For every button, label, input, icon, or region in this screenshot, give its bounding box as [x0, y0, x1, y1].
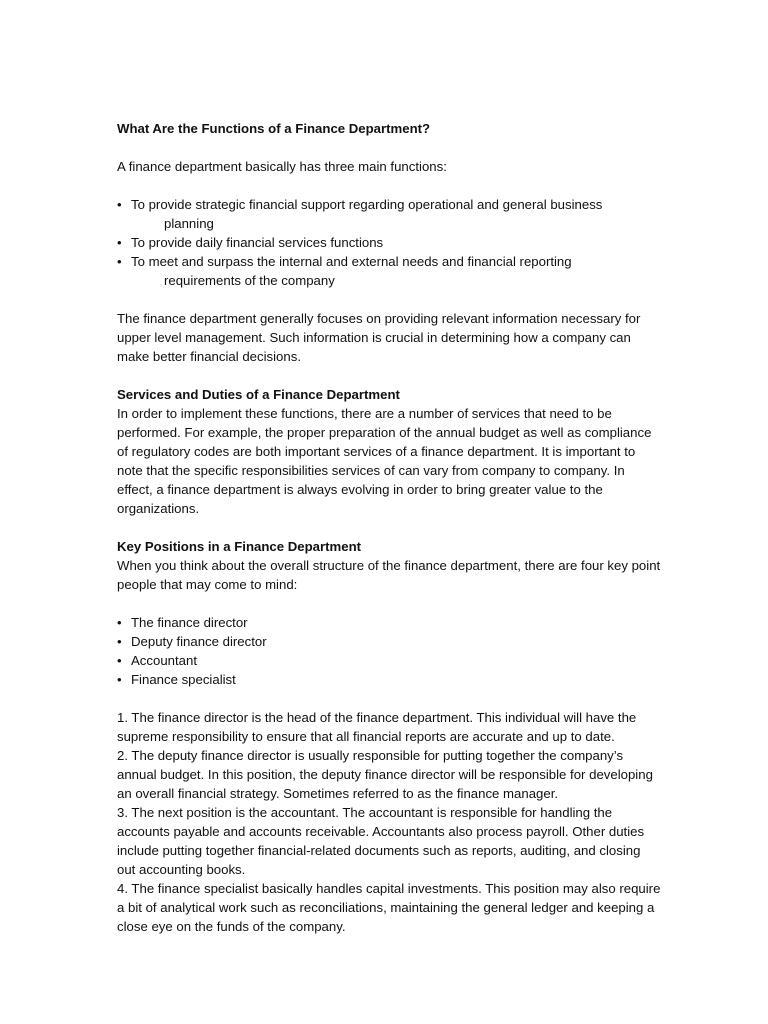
bullet-icon: •	[117, 615, 122, 630]
list-item-text: Deputy finance director	[131, 634, 267, 649]
numbered-paragraph-1: 1. The finance director is the head of the finance department. This individual will have the supreme responsibility to ensure that all financial reports are accurate and up to date.	[117, 710, 637, 744]
bullet-icon: •	[117, 197, 122, 212]
functions-paragraph: The finance department generally focuses on providing relevant information necessary for upper level management. Such information is crucial in determining how a company can make better financial decisions.	[117, 311, 641, 364]
list-item	[117, 233, 662, 252]
list-item	[117, 195, 662, 233]
heading-functions: What Are the Functions of a Finance Department?	[117, 121, 431, 136]
bullet-icon: •	[117, 634, 122, 649]
list-item-text-cont: requirements of the company	[164, 273, 335, 288]
list-item-text: Finance specialist	[131, 672, 236, 687]
bullet-icon: •	[117, 672, 122, 687]
list-item	[117, 670, 662, 689]
services-paragraph: In order to implement these functions, there are a number of services that need to be performed. For example, the proper preparation of the annual budget as well as compliance of regulatory codes are both important services of a finance department. It is important to note that the specific responsibilities services of can vary from company to company. In effect, a finance department is always evolving in order to bring greater value to the organizations.	[117, 406, 652, 516]
positions-intro: When you think about the overall structure of the finance department, there are four key point people that may come to mind:	[117, 558, 661, 592]
list-item	[117, 613, 662, 632]
list-item-text: To meet and surpass the internal and external needs and financial reporting	[131, 254, 572, 269]
numbered-paragraph-2: 2. The deputy finance director is usually responsible for putting together the company’s annual budget. In this position, the deputy finance director will be responsible for developing an overall financial strategy. Sometimes referred to as the finance manager.	[117, 748, 653, 801]
positions-list	[117, 613, 662, 689]
list-item-text: Accountant	[131, 653, 197, 668]
numbered-paragraph-4: 4. The finance specialist basically handles capital investments. This position may also require a bit of analytical work such as reconciliations, maintaining the general ledger and keeping a close eye on the funds of the company.	[117, 881, 661, 934]
numbered-paragraph-3: 3. The next position is the accountant. The accountant is responsible for handling the accounts payable and accounts receivable. Accountants also process payroll. Other duties include putting together financial-related documents such as reports, auditing, and closing out accounting books.	[117, 805, 645, 877]
list-item-text: To provide strategic financial support regarding operational and general business	[131, 197, 603, 212]
list-item-text: The finance director	[131, 615, 248, 630]
bullet-icon: •	[117, 653, 122, 668]
heading-services: Services and Duties of a Finance Department	[117, 387, 400, 402]
bullet-icon: •	[117, 254, 122, 269]
functions-intro: A finance department basically has three main functions:	[117, 159, 447, 174]
bullet-icon: •	[117, 235, 122, 250]
list-item-text: To provide daily financial services functions	[131, 235, 384, 250]
document-page	[117, 119, 662, 936]
heading-positions: Key Positions in a Finance Department	[117, 539, 362, 554]
list-item	[117, 252, 662, 290]
functions-list	[117, 195, 662, 290]
list-item	[117, 651, 662, 670]
list-item	[117, 632, 662, 651]
list-item-text-cont: planning	[164, 216, 214, 231]
